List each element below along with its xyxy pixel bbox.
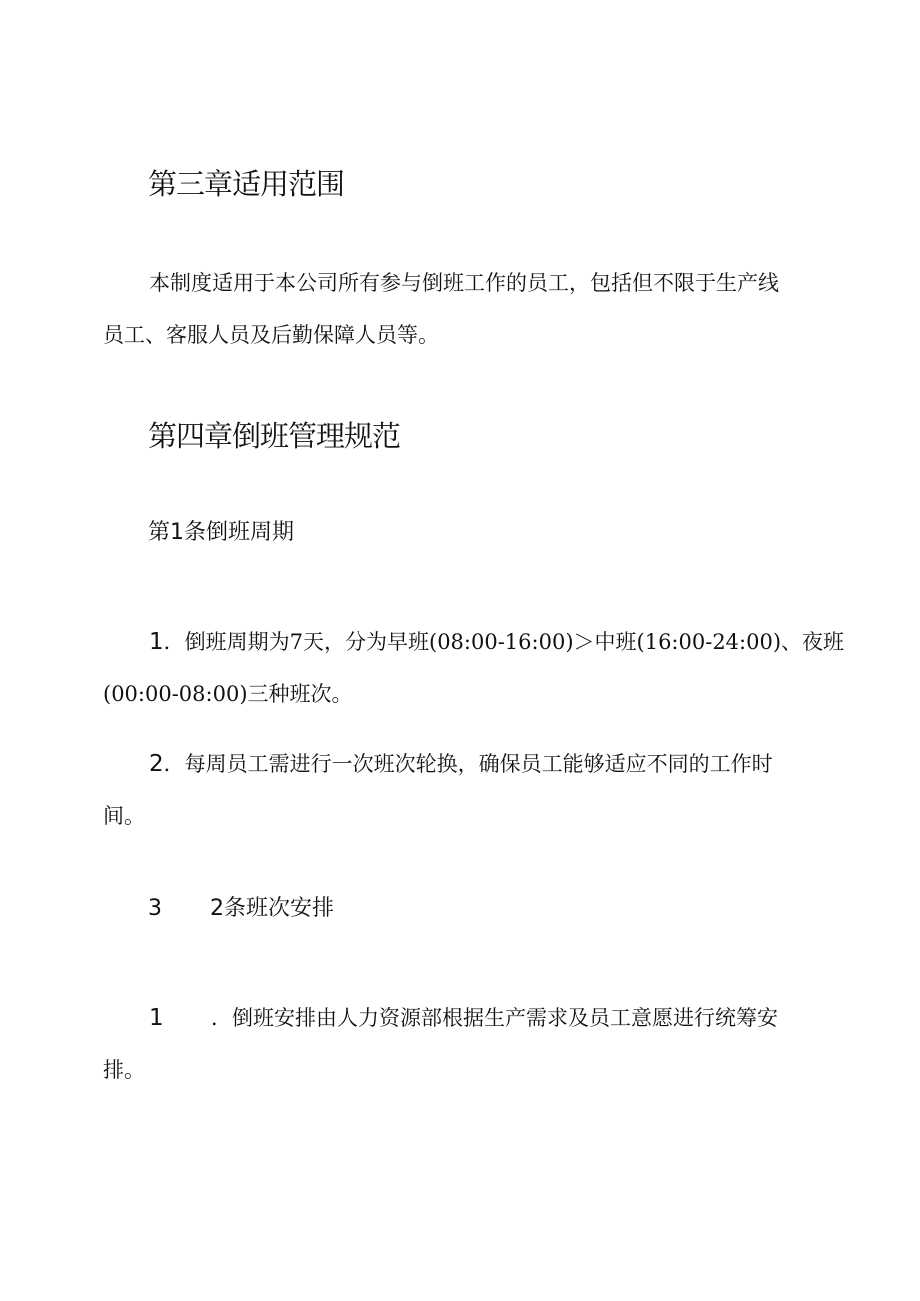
chapter-4-heading: 第四章倒班管理规范 [148, 419, 401, 453]
article-2-number: 3 [148, 896, 162, 921]
item-number: 2 [149, 751, 164, 777]
chapter-3-line-1: 本制度适用于本公司所有参与倒班工作的员工，包括但不限于生产线 [149, 271, 779, 295]
item-text: ．每周员工需进行一次班次轮换，确保员工能够适应不同的工作时 [163, 752, 773, 776]
article-2-item-1 [103, 992, 818, 1096]
article-1-item-2-line-2: 间。 [103, 804, 145, 828]
article-1-heading: 第1条倒班周期 [148, 520, 294, 545]
item-text: ．倒班周期为7天，分为早班(08:00-16:00)＞中班(16:00-24:00)、夜班 [163, 630, 845, 654]
item-number: 1 [149, 1005, 164, 1031]
item-number: 1 [149, 629, 164, 655]
chapter-3-paragraph [103, 257, 818, 361]
article-1-item-2 [103, 738, 818, 842]
article-1-item-1-line-2: (00:00-08:00)三种班次。 [103, 682, 353, 706]
article-2-item-1-line-1 [103, 992, 818, 1044]
article-2-item-1-line-2: 排。 [103, 1058, 145, 1082]
chapter-3-line-2: 员工、客服人员及后勤保障人员等。 [103, 323, 439, 347]
chapter-3-heading: 第三章适用范围 [148, 167, 345, 201]
article-2-title: 2条班次安排 [210, 896, 334, 921]
article-2-heading [148, 894, 334, 924]
article-1-item-2-line-1 [103, 738, 818, 790]
article-1-item-1-line-1 [103, 616, 845, 668]
item-text: ．倒班安排由人力资源部根据生产需求及员工意愿进行统筹安 [211, 1006, 778, 1030]
article-1-item-1 [103, 616, 845, 720]
